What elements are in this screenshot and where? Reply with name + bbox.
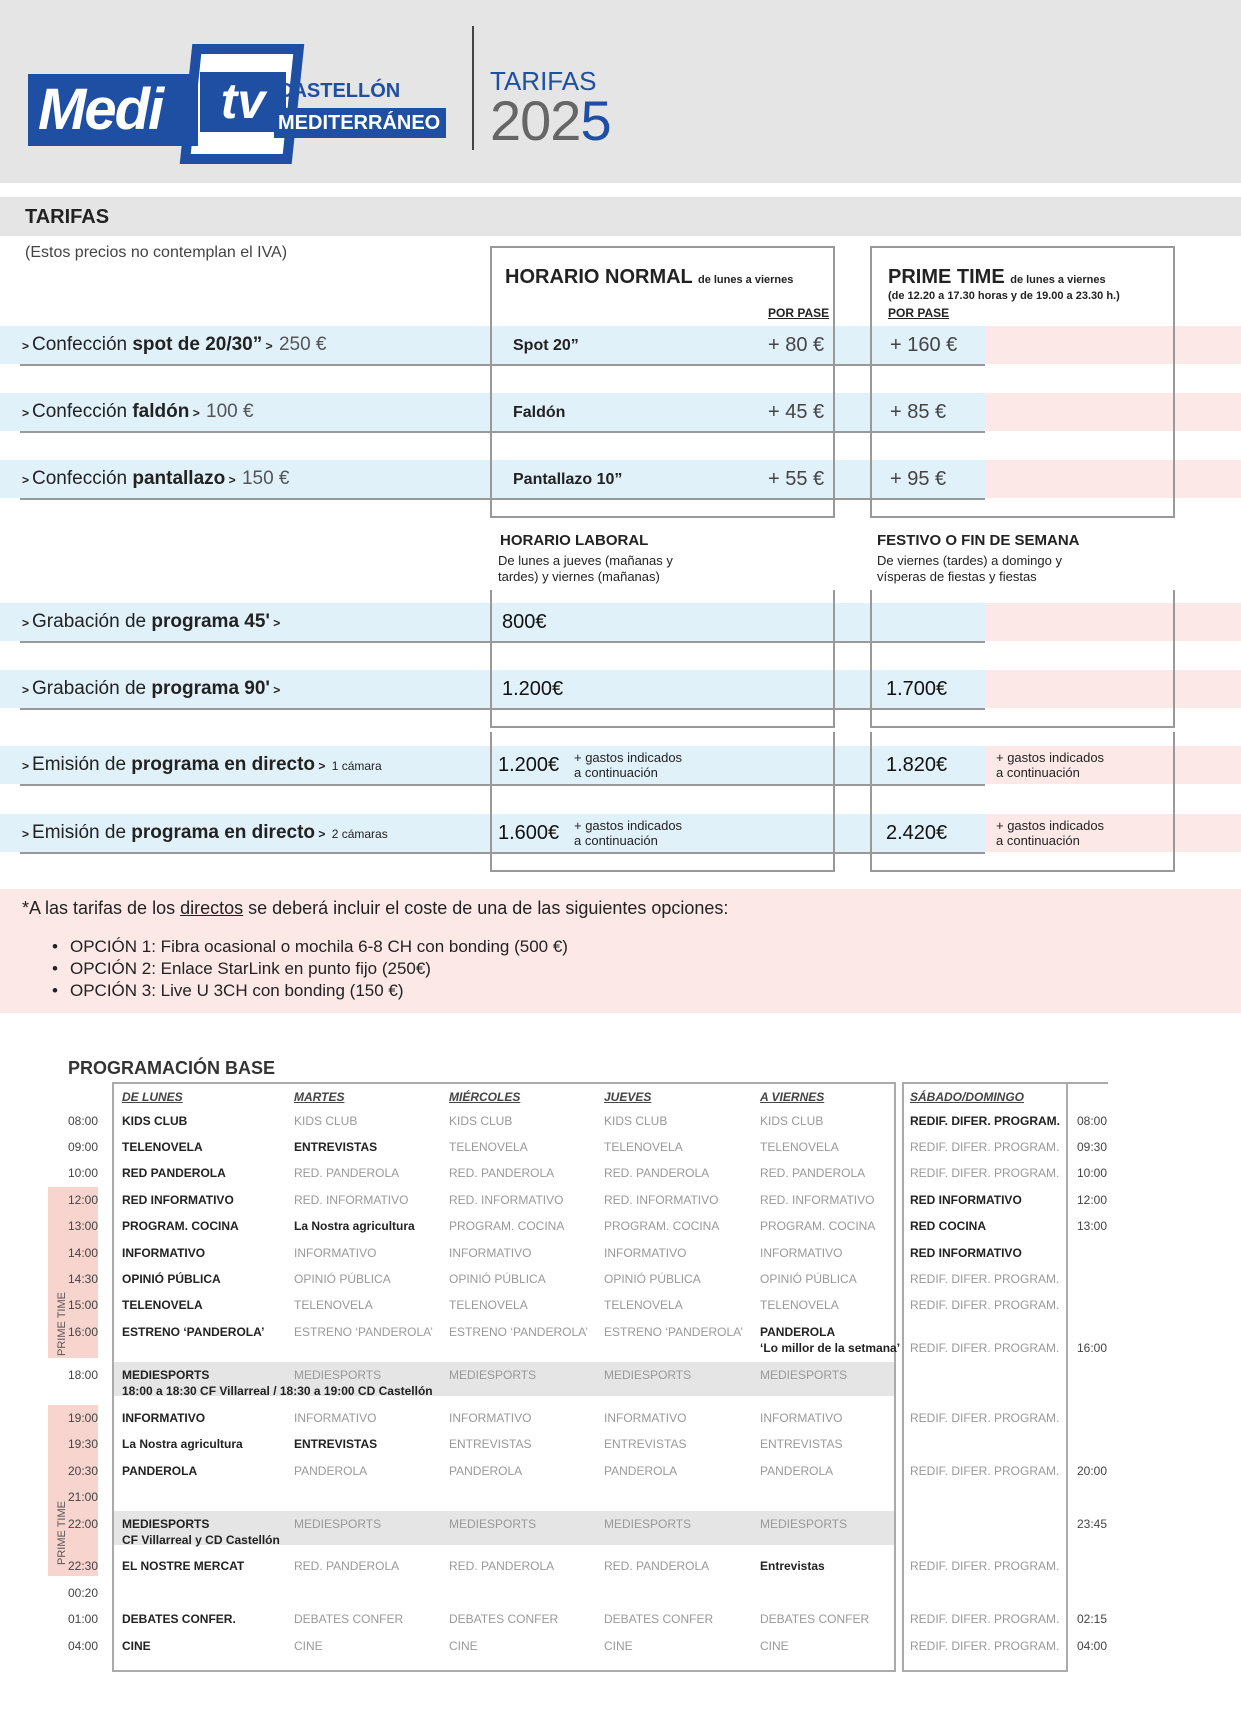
grid-line: [902, 1670, 1068, 1672]
prime-time-label: PRIME TIME: [55, 1292, 68, 1356]
program-cell: ESTRENO ‘PANDEROLA’: [604, 1325, 743, 1339]
time-label: 16:00: [68, 1325, 99, 1339]
prime-time-por-pase: POR PASE: [888, 306, 950, 320]
program-cell: CINE: [760, 1639, 789, 1653]
weekend-time: 13:00: [1077, 1219, 1108, 1233]
program-cell: INFORMATIVO: [122, 1246, 206, 1260]
grid-line: [112, 1670, 894, 1672]
program-cell: OPINIÓ PÚBLICA: [760, 1272, 857, 1286]
spot-row-prime-price: + 85 €: [890, 401, 947, 423]
prog-row-festivo-price: 1.820€: [886, 754, 948, 776]
option-item: • OPCIÓN 1: Fibra ocasional o mochila 6-8 CH con bonding (500 €): [50, 936, 568, 958]
program-cell: MEDIESPORTS: [760, 1368, 848, 1382]
program-cell: DEBATES CONFER: [604, 1612, 714, 1626]
spot-row-label: > Confección pantallazo > 150 €: [22, 468, 290, 489]
prime-time-hours: (de 12.20 a 17.30 horas y de 19.00 a 23.30 h.): [888, 290, 1120, 302]
program-cell: PANDEROLA: [760, 1464, 834, 1478]
spot-row-prime-price: + 95 €: [890, 468, 947, 490]
weekend-time: 10:00: [1077, 1166, 1108, 1180]
time-label: 22:00: [68, 1517, 99, 1531]
program-cell: TELENOVELA: [760, 1140, 839, 1154]
program-cell: TELENOVELA: [122, 1298, 203, 1312]
time-label: 14:30: [68, 1272, 99, 1286]
time-label: 10:00: [68, 1166, 99, 1180]
program-cell: MEDIESPORTS: [604, 1368, 692, 1382]
schedule-grid: [55, 1078, 1108, 1668]
prog-row-festivo-extra2: a continuación: [996, 833, 1080, 848]
program-cell: MEDIESPORTS: [122, 1368, 210, 1382]
program-cell: CINE: [122, 1639, 151, 1653]
logo-mediterraneo: MEDITERRÁNEO: [274, 108, 446, 138]
prog-row-laboral-extra1: + gastos indicados: [574, 750, 683, 765]
program-cell: KIDS CLUB: [604, 1114, 668, 1128]
weekend-cell: REDIF. DIFER. PROGRAM.: [910, 1559, 1060, 1573]
time-label: 00:20: [68, 1586, 99, 1600]
program-cell: RED. PANDEROLA: [294, 1166, 400, 1180]
spot-row-normal-price: + 55 €: [768, 468, 825, 490]
program-cell: MEDIESPORTS: [294, 1517, 382, 1531]
program-cell: ENTREVISTAS: [760, 1437, 843, 1451]
day-header: MARTES: [294, 1090, 345, 1104]
weekend-time: 02:15: [1077, 1612, 1108, 1626]
spot-row-label: > Confección faldón > 100 €: [22, 401, 254, 422]
program-cell-sub: 18:00 a 18:30 CF Villarreal / 18:30 a 19:00 CD Castellón: [122, 1384, 433, 1398]
program-cell: TELENOVELA: [449, 1140, 528, 1154]
prog-row-laboral-price: 1.200€: [502, 678, 564, 700]
weekend-cell: REDIF. DIFER. PROGRAM.: [910, 1140, 1060, 1154]
time-label: 14:00: [68, 1246, 99, 1260]
horario-normal-por-pase: POR PASE: [768, 306, 830, 320]
prog-row-laboral-extra2: a continuación: [574, 765, 658, 780]
program-cell: INFORMATIVO: [760, 1246, 843, 1260]
laboral-sub2: tardes) y viernes (mañanas): [498, 569, 660, 584]
program-cell: PROGRAM. COCINA: [122, 1219, 239, 1233]
program-cell: CINE: [449, 1639, 478, 1653]
tarifas-title: TARIFAS: [25, 206, 110, 228]
program-cell: OPINIÓ PÚBLICA: [604, 1272, 701, 1286]
row-divider: [20, 708, 985, 710]
box-frame: [490, 732, 835, 872]
program-cell: DEBATES CONFER: [449, 1612, 559, 1626]
weekend-cell: REDIF. DIFER. PROGRAM.: [910, 1612, 1060, 1626]
program-cell: PROGRAM. COCINA: [760, 1219, 876, 1233]
time-label: 04:00: [68, 1639, 99, 1653]
spot-row-normal-price: + 80 €: [768, 334, 825, 356]
program-cell: MEDIESPORTS: [449, 1368, 537, 1382]
weekend-cell: REDIF. DIFER. PROGRAM.: [910, 1114, 1061, 1128]
box-line: [870, 590, 872, 728]
box-frame: [870, 732, 1175, 872]
option-item: • OPCIÓN 2: Enlace StarLink en punto fijo (250€): [50, 958, 568, 980]
spot-row-prime-price: + 160 €: [890, 334, 958, 356]
program-cell: PANDEROLA: [449, 1464, 523, 1478]
box-line: [833, 590, 835, 728]
meditv-logo: [28, 42, 468, 172]
header-tarifas-label: TARIFAS: [490, 66, 597, 96]
festivo-sub1: De viernes (tardes) a domingo y: [877, 553, 1062, 568]
program-cell: INFORMATIVO: [449, 1411, 532, 1425]
program-cell: RED. PANDEROLA: [760, 1166, 866, 1180]
prog-row-laboral-extra1: + gastos indicados: [574, 818, 683, 833]
program-cell: MEDIESPORTS: [294, 1368, 382, 1382]
year-prefix: 202: [490, 89, 581, 152]
time-label: 01:00: [68, 1612, 99, 1626]
program-cell: TELENOVELA: [449, 1298, 528, 1312]
iva-note: (Estos precios no contemplan el IVA): [25, 244, 288, 261]
program-cell: TELENOVELA: [604, 1298, 683, 1312]
prime-time-title: PRIME TIME de lunes a viernes: [888, 266, 1106, 288]
program-cell: ENTREVISTAS: [449, 1437, 532, 1451]
directos-note: *A las tarifas de los directos se deberá incluir el coste de una de las siguientes opciones:: [22, 898, 729, 918]
program-cell: DEBATES CONFER: [760, 1612, 870, 1626]
program-cell: INFORMATIVO: [122, 1411, 206, 1425]
spot-row-item: Pantallazo 10”: [513, 471, 623, 488]
prog-row-laboral-price: 1.600€: [498, 822, 560, 844]
program-cell: OPINIÓ PÚBLICA: [294, 1272, 391, 1286]
program-cell: RED. PANDEROLA: [449, 1166, 555, 1180]
program-cell: PANDEROLA: [294, 1464, 368, 1478]
program-cell: MEDIESPORTS: [122, 1517, 210, 1531]
day-header: A VIERNES: [760, 1090, 825, 1104]
program-cell: EL NOSTRE MERCAT: [122, 1559, 245, 1573]
program-cell: DEBATES CONFER.: [122, 1612, 236, 1626]
weekend-cell: REDIF. DIFER. PROGRAM.: [910, 1341, 1060, 1355]
time-label: 09:00: [68, 1140, 99, 1154]
program-cell: INFORMATIVO: [449, 1246, 532, 1260]
box-line: [490, 726, 835, 728]
logo-medi: Medi: [28, 74, 198, 146]
program-cell: ESTRENO ‘PANDEROLA’: [449, 1325, 588, 1339]
time-label: 18:00: [68, 1368, 99, 1382]
grid-line: [1066, 1082, 1068, 1672]
festivo-sub2: vísperas de fiestas y fiestas: [877, 569, 1037, 584]
time-label: 13:00: [68, 1219, 99, 1233]
prog-row-festivo-extra1: + gastos indicados: [996, 818, 1105, 833]
program-cell: CINE: [294, 1639, 323, 1653]
year-suffix: 5: [580, 89, 611, 152]
grid-line: [902, 1082, 1108, 1084]
prog-row-label: > Emisión de programa en directo > 2 cámaras: [22, 822, 388, 843]
program-cell: RED INFORMATIVO: [122, 1193, 234, 1207]
grid-line: [112, 1082, 894, 1084]
spot-row-item: Spot 20”: [513, 337, 579, 354]
time-label: 12:00: [68, 1193, 99, 1207]
program-cell: PROGRAM. COCINA: [449, 1219, 565, 1233]
program-cell: PANDEROLA: [760, 1325, 836, 1339]
program-cell: KIDS CLUB: [760, 1114, 824, 1128]
program-cell: RED. INFORMATIVO: [760, 1193, 875, 1207]
program-cell: TELENOVELA: [604, 1140, 683, 1154]
program-cell: ESTRENO ‘PANDEROLA’: [294, 1325, 433, 1339]
program-cell: PROGRAM. COCINA: [604, 1219, 720, 1233]
program-cell: CINE: [604, 1639, 633, 1653]
row-pink-strip: [985, 670, 1241, 708]
weekend-cell: RED COCINA: [910, 1219, 987, 1233]
weekend-time: 04:00: [1077, 1639, 1108, 1653]
prog-row-label: > Grabación de programa 90' >: [22, 678, 281, 699]
logo-castellon: CASTELLÓN: [278, 80, 401, 102]
option-item: • OPCIÓN 3: Live U 3CH con bonding (150 €): [50, 980, 568, 1002]
program-cell: RED. PANDEROLA: [604, 1559, 710, 1573]
prog-row-laboral-price: 1.200€: [498, 754, 560, 776]
weekend-time: 12:00: [1077, 1193, 1108, 1207]
spot-row-label: > Confección spot de 20/30” > 250 €: [22, 334, 327, 355]
grid-line: [902, 1082, 904, 1672]
program-cell: TELENOVELA: [760, 1298, 839, 1312]
time-label: 22:30: [68, 1559, 99, 1573]
weekend-cell: REDIF. DIFER. PROGRAM.: [910, 1464, 1060, 1478]
weekend-cell: REDIF. DIFER. PROGRAM.: [910, 1298, 1060, 1312]
time-label: 20:30: [68, 1464, 99, 1478]
box-line: [870, 726, 1175, 728]
day-header: DE LUNES: [122, 1090, 183, 1104]
prog-row-laboral-price: 800€: [502, 611, 547, 633]
laboral-sub1: De lunes a jueves (mañanas y: [498, 553, 673, 568]
program-cell: MEDIESPORTS: [449, 1517, 537, 1531]
weekend-cell: REDIF. DIFER. PROGRAM.: [910, 1166, 1060, 1180]
time-label: 21:00: [68, 1490, 99, 1504]
weekend-cell: REDIF. DIFER. PROGRAM.: [910, 1639, 1060, 1653]
tarifas-title-bar: [0, 197, 1241, 236]
prog-row-festivo-extra1: + gastos indicados: [996, 750, 1105, 765]
weekend-cell: REDIF. DIFER. PROGRAM.: [910, 1411, 1060, 1425]
program-cell: INFORMATIVO: [760, 1411, 843, 1425]
programacion-title: PROGRAMACIÓN BASE: [68, 1058, 276, 1078]
box-line: [490, 590, 492, 728]
program-cell: PANDEROLA: [122, 1464, 198, 1478]
prog-row-festivo-price: 2.420€: [886, 822, 948, 844]
day-header: JUEVES: [604, 1090, 652, 1104]
program-cell: OPINIÓ PÚBLICA: [449, 1272, 546, 1286]
prog-row-festivo-price: 1.700€: [886, 678, 948, 700]
weekend-time: 20:00: [1077, 1464, 1108, 1478]
weekend-time: 16:00: [1077, 1341, 1108, 1355]
program-cell: La Nostra agricultura: [294, 1219, 415, 1233]
program-cell: RED. INFORMATIVO: [604, 1193, 719, 1207]
program-cell: La Nostra agricultura: [122, 1437, 243, 1451]
program-cell: OPINIÓ PÚBLICA: [122, 1272, 221, 1286]
program-cell-sub: CF Villarreal y CD Castellón: [122, 1533, 280, 1547]
box-line: [490, 732, 492, 872]
prog-row-label: > Emisión de programa en directo > 1 cámara: [22, 754, 382, 775]
prog-row-label: > Grabación de programa 45' >: [22, 611, 281, 632]
program-cell: ESTRENO ‘PANDEROLA’: [122, 1325, 265, 1339]
program-cell: MEDIESPORTS: [760, 1517, 848, 1531]
time-label: 08:00: [68, 1114, 99, 1128]
weekend-time: 23:45: [1077, 1517, 1108, 1531]
options-list: [50, 936, 568, 1002]
program-cell: INFORMATIVO: [294, 1246, 377, 1260]
program-cell: RED. PANDEROLA: [449, 1559, 555, 1573]
program-cell: INFORMATIVO: [604, 1246, 687, 1260]
festivo-title: FESTIVO O FIN DE SEMANA: [877, 532, 1080, 549]
program-cell: ENTREVISTAS: [294, 1140, 378, 1154]
row-pink-strip: [985, 603, 1241, 641]
horario-normal-title: HORARIO NORMAL de lunes a viernes: [505, 266, 794, 288]
prog-row-laboral-extra2: a continuación: [574, 833, 658, 848]
prime-time-label: PRIME TIME: [55, 1501, 68, 1565]
program-cell: TELENOVELA: [122, 1140, 203, 1154]
header-year: [490, 88, 611, 153]
program-cell: KIDS CLUB: [122, 1114, 188, 1128]
grid-line: [894, 1082, 896, 1672]
program-cell: RED. PANDEROLA: [294, 1559, 400, 1573]
program-cell: INFORMATIVO: [294, 1411, 377, 1425]
program-cell: RED. PANDEROLA: [604, 1166, 710, 1180]
laboral-title: HORARIO LABORAL: [500, 532, 649, 549]
time-label: 19:30: [68, 1437, 99, 1451]
header-divider: [472, 26, 474, 150]
spot-row-normal-price: + 45 €: [768, 401, 825, 423]
spot-row-item: Faldón: [513, 404, 566, 421]
program-cell: KIDS CLUB: [294, 1114, 358, 1128]
program-cell: ENTREVISTAS: [294, 1437, 378, 1451]
logo-tv: tv: [200, 72, 286, 132]
program-cell-sub: ‘Lo millor de la setmana’: [760, 1341, 901, 1355]
day-header: MIÉRCOLES: [449, 1090, 521, 1104]
program-cell: RED. INFORMATIVO: [294, 1193, 409, 1207]
program-cell: RED PANDEROLA: [122, 1166, 226, 1180]
program-cell: MEDIESPORTS: [604, 1517, 692, 1531]
program-cell: DEBATES CONFER: [294, 1612, 404, 1626]
box-line: [1173, 590, 1175, 728]
program-cell: TELENOVELA: [294, 1298, 373, 1312]
day-header: SÁBADO/DOMINGO: [910, 1090, 1024, 1104]
weekend-cell: RED INFORMATIVO: [910, 1246, 1022, 1260]
time-label: 19:00: [68, 1411, 99, 1425]
program-cell: Entrevistas: [760, 1559, 825, 1573]
program-cell: INFORMATIVO: [604, 1411, 687, 1425]
weekend-cell: RED INFORMATIVO: [910, 1193, 1022, 1207]
row-divider: [20, 641, 985, 643]
weekend-time: 09:30: [1077, 1140, 1108, 1154]
program-cell: ENTREVISTAS: [604, 1437, 687, 1451]
weekend-cell: REDIF. DIFER. PROGRAM.: [910, 1272, 1060, 1286]
program-cell: KIDS CLUB: [449, 1114, 513, 1128]
time-label: 15:00: [68, 1298, 99, 1312]
weekend-time: 08:00: [1077, 1114, 1108, 1128]
program-cell: PANDEROLA: [604, 1464, 678, 1478]
program-cell: RED. INFORMATIVO: [449, 1193, 564, 1207]
prog-row-festivo-extra2: a continuación: [996, 765, 1080, 780]
